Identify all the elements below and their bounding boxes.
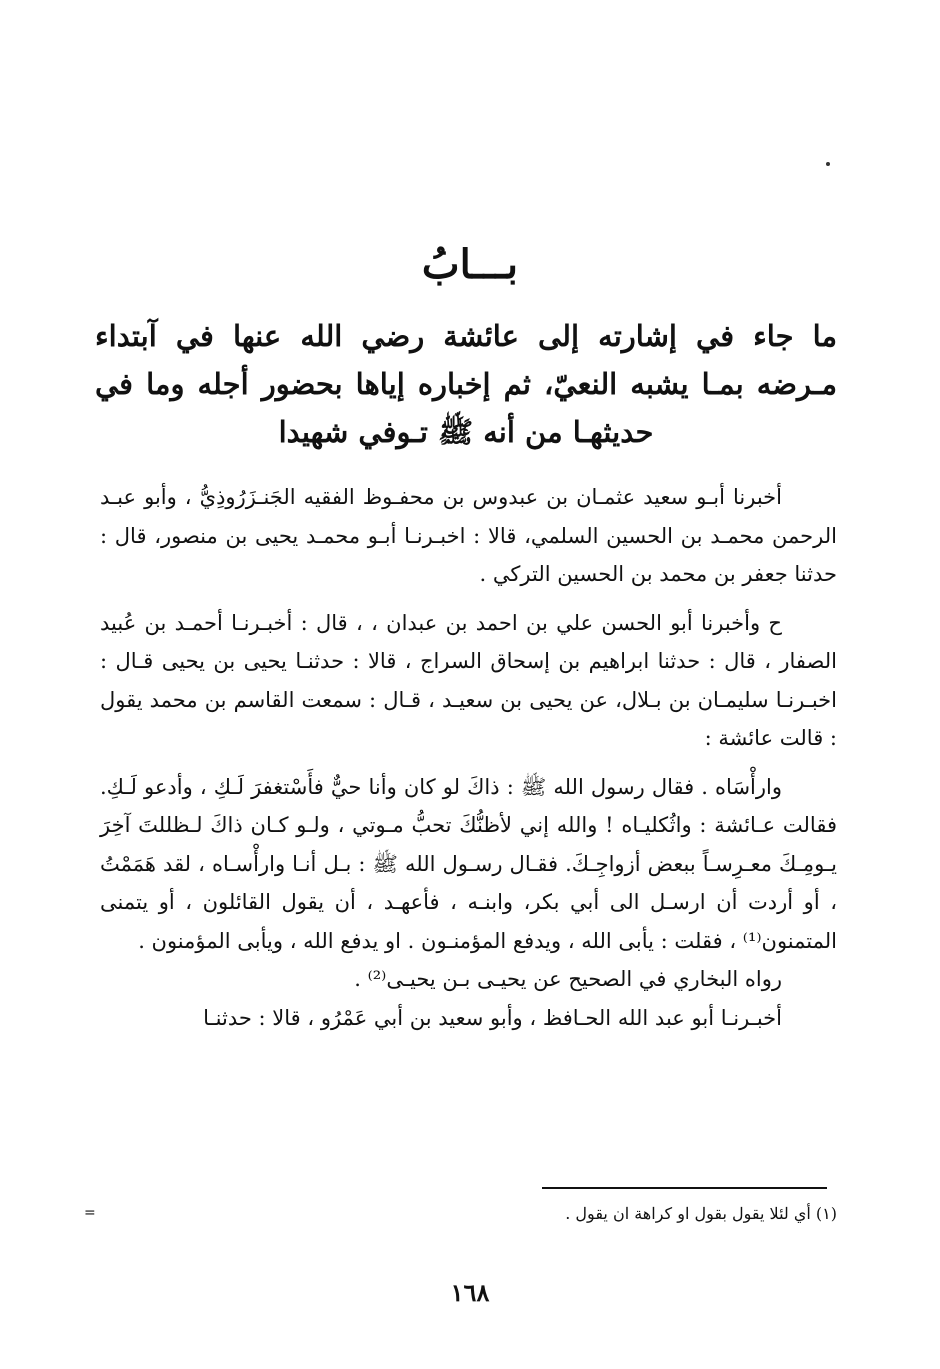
footnote: (١) أي لئلا يقول بقول او كراهة ان يقول . <box>565 1204 837 1223</box>
body-text <box>100 478 837 1037</box>
chapter-title: ما جاء في إشارته إلى عائشة رضي الله عنها في آبتداء مـرضه بمـا يشبه النعيّ، ثم إخباره إياها بحضور أجله وما في حديثهـا من أنه ﷺ تـوفي شهيدا <box>95 319 837 449</box>
paragraph-isnad-1: أخبرنا أبـو سعيد عثمـان بن عبدوس بن محفـوظ الفقيه الجَنـزَرُوذِيُّ ، وأبو عبـد الرحمن محمـد بن الحسين السلمي، قالا : اخبـرنـا أبـو محمـد يحيى بن منصور، قال : حدثنا جعفر بن محمد بن الحسين التركي . <box>100 485 837 586</box>
paragraph-isnad-2: ح وأخبرنا أبو الحسن علي بن احمد بن عبدان ، ، قال : أخبـرنـا أحمـد بن عُبيد الصفار ، قال : حدثنا ابراهيم بن إسحاق السراج ، قالا : حدثنـا يحيى بن يحيى قـال : اخبـرنـا سليمـان بن بـلال، عن يحيى بن سعيـد ، قـال : سمعت القاسم بن محمد يقول : قالت عائشة : <box>100 610 837 750</box>
page-number: ١٦٨ <box>450 1278 490 1307</box>
continuation-mark: = <box>84 1205 96 1221</box>
chapter-heading: بـــابُ <box>421 241 519 288</box>
paragraph-hadith-text: وارأْسَاه . فقال رسول الله ﷺ : ذاكَ لو كان وأنا حيٌّ فأَسْتغفرَ لَـكِ ، وأدعو لَـكِ. فقالت عـائشة : واثُكليـاه ! والله إني لأظنُّكَ تحبُّ مـوتي ، ولـو كـان ذاكَ لـظللتَ آخِرَ يـومِـكَ معـرِسـاً ببعض أزواجِـكَ. فقـال رسـول الله ﷺ : بـل أنـا وارأْسـاه ، لقد هَمَمْتُ ، أو أردت أن ارسـل الى أبي بكر، وابنـه ، فأعهـد ، أن يقول القائلون ، أو يتمنى المتمنون⁽¹⁾ ، فقلت : يأبى الله ، ويدفع المؤمنـون . او يدفع الله ، ويأبى المؤمنون . <box>100 774 837 953</box>
footnote-divider <box>542 1187 827 1189</box>
paragraph-isnad-3: أخبـرنـا أبو عبد الله الحـافظ ، وأبو سعيد بن أبي عَمْرُو ، قالا : حدثنـا <box>203 1005 782 1030</box>
paragraph-bukhari-reference: رواه البخاري في الصحيح عن يحيـى بـن يحيـى⁽²⁾ . <box>354 967 782 991</box>
speck-mark <box>826 162 830 166</box>
